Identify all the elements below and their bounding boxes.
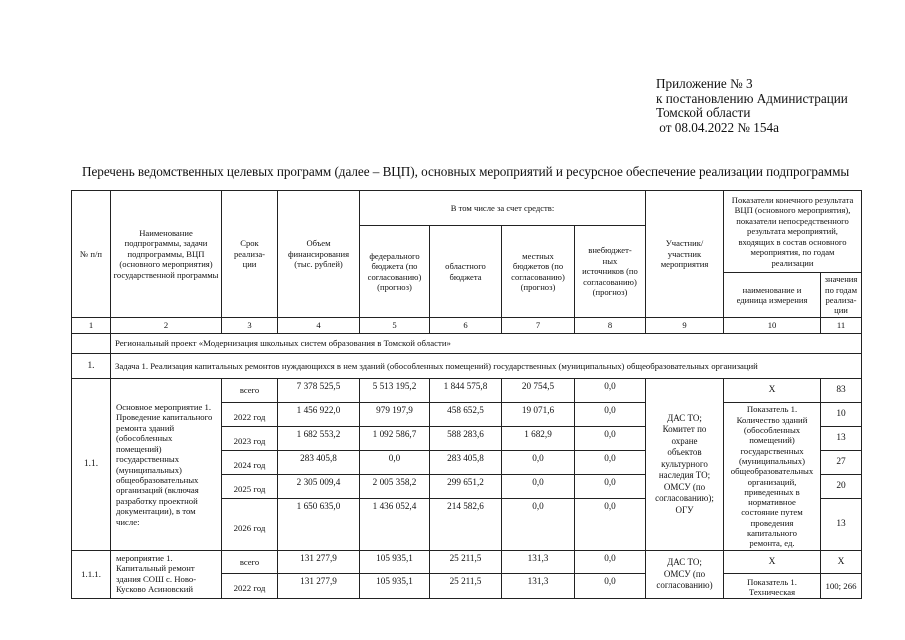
- measure-participant: ДАС ТО; Комитет по охране объектов культурного наследия ТО; ОМСУ (по согласованию); ОГУ: [646, 379, 724, 551]
- measure-volume: 1 650 635,0: [278, 499, 360, 551]
- event-indicator: Показатель 1. Техническая: [724, 574, 821, 599]
- appendix-line-1: Приложение № 3: [656, 76, 753, 91]
- measure-local: 1 682,9: [502, 427, 575, 451]
- event-local: 131,3: [502, 551, 575, 574]
- event-federal: 105 935,1: [360, 574, 430, 599]
- document-title: Перечень ведомственных целевых программ (далее – ВЦП), основных мероприятий и ресурсное обеспечение реализации подпрограммы: [82, 164, 850, 179]
- col-number: 4: [278, 318, 360, 334]
- col-number: 2: [111, 318, 222, 334]
- programs-table: [71, 190, 862, 599]
- header-no: № п/п: [72, 191, 111, 318]
- header-local: местных бюджетов (по согласованию) (прогноз): [502, 226, 575, 318]
- measure-indicator-total: Х: [724, 379, 821, 403]
- event-participant: ДАС ТО; ОМСУ (по согласованию): [646, 551, 724, 599]
- header-ind-values: значения по годам реализа-ции: [821, 273, 862, 318]
- event-volume: 131 277,9: [278, 574, 360, 599]
- col-number: 1: [72, 318, 111, 334]
- measure-offbudget: 0,0: [575, 499, 646, 551]
- event-name: мероприятие 1. Капитальный ремонт здания СОШ с. Ново-Кусково Асиновский: [111, 551, 222, 599]
- event-regional: 25 211,5: [430, 574, 502, 599]
- measure-value: 13: [821, 499, 862, 551]
- event-offbudget: 0,0: [575, 574, 646, 599]
- measure-federal: 2 005 358,2: [360, 475, 430, 499]
- header-incl: В том числе за счет средств:: [360, 191, 646, 226]
- measure-volume: 1 682 553,2: [278, 427, 360, 451]
- measure-federal: 979 197,9: [360, 403, 430, 427]
- event-local: 131,3: [502, 574, 575, 599]
- measure-offbudget: 0,0: [575, 403, 646, 427]
- measure-volume: 283 405,8: [278, 451, 360, 475]
- measure-federal: 1 092 586,7: [360, 427, 430, 451]
- col-number: 9: [646, 318, 724, 334]
- measure-term: 2025 год: [222, 475, 278, 499]
- measure-value: 27: [821, 451, 862, 475]
- measure-value: 20: [821, 475, 862, 499]
- header-regional: областного бюджета: [430, 226, 502, 318]
- event-federal: 105 935,1: [360, 551, 430, 574]
- header-name: Наименование подпрограммы, задачи подпрограммы, ВЦП (основного мероприятия) государственной программы: [111, 191, 222, 318]
- col-number: 6: [430, 318, 502, 334]
- measure-name: Основное мероприятие 1. Проведение капитального ремонта зданий (обособленных помещений) государственных (муниципальных) общеобразовательных организаций (включая разработку проектной документации), в том числе:: [111, 379, 222, 551]
- measure-volume: 7 378 525,5: [278, 379, 360, 403]
- measure-local: 0,0: [502, 499, 575, 551]
- appendix-line-3: Томской области: [656, 105, 751, 120]
- event-term: всего: [222, 551, 278, 574]
- measure-offbudget: 0,0: [575, 475, 646, 499]
- event-regional: 25 211,5: [430, 551, 502, 574]
- measure-local: 20 754,5: [502, 379, 575, 403]
- event-no: 1.1.1.: [72, 551, 111, 599]
- measure-value: 13: [821, 427, 862, 451]
- col-number: 11: [821, 318, 862, 334]
- measure-offbudget: 0,0: [575, 379, 646, 403]
- measure-federal: 0,0: [360, 451, 430, 475]
- header-volume: Объем финансирования (тыс. рублей): [278, 191, 360, 318]
- header-offbudget: внебюджет-ных источников (по согласованию) (прогноз): [575, 226, 646, 318]
- measure-no: 1.1.: [72, 379, 111, 551]
- measure-term: 2022 год: [222, 403, 278, 427]
- measure-federal: 1 436 052,4: [360, 499, 430, 551]
- measure-regional: 299 651,2: [430, 475, 502, 499]
- col-number: 3: [222, 318, 278, 334]
- col-number: 5: [360, 318, 430, 334]
- header-participant: Участник/ участник мероприятия: [646, 191, 724, 318]
- measure-regional: 1 844 575,8: [430, 379, 502, 403]
- measure-term: 2024 год: [222, 451, 278, 475]
- event-value: 100; 266: [821, 574, 862, 599]
- task-no: 1.: [72, 354, 111, 379]
- measure-term: 2023 год: [222, 427, 278, 451]
- appendix-line-2: к постановлению Администрации: [656, 90, 848, 106]
- measure-federal: 5 513 195,2: [360, 379, 430, 403]
- measure-indicator: Показатель 1. Количество зданий (обособленных помещений) государственных (муниципальных) общеобразовательных организаций, приведенных в нормативное состояние путем проведения капитального ремонта, ед.: [724, 403, 821, 551]
- project-row-no: [72, 334, 111, 354]
- task-text: Задача 1. Реализация капитальных ремонтов нуждающихся в нем зданий (обособленных помещений) государственных (муниципальных) общеобразовательных организаций: [111, 354, 862, 379]
- project-row-text: Региональный проект «Модернизация школьных систем образования в Томской области»: [111, 334, 862, 354]
- event-value-total: Х: [821, 551, 862, 574]
- measure-value: 83: [821, 379, 862, 403]
- measure-term: всего: [222, 379, 278, 403]
- measure-regional: 588 283,6: [430, 427, 502, 451]
- measure-regional: 283 405,8: [430, 451, 502, 475]
- header-ind-name: наименование и единица измерения: [724, 273, 821, 318]
- event-volume: 131 277,9: [278, 551, 360, 574]
- col-number: 10: [724, 318, 821, 334]
- header-indicators: Показатели конечного результата ВЦП (основного мероприятия), показатели непосредственного результата мероприятий, входящих в состав основного мероприятия, по годам реализации: [724, 191, 862, 273]
- event-offbudget: 0,0: [575, 551, 646, 574]
- measure-local: 19 071,6: [502, 403, 575, 427]
- measure-local: 0,0: [502, 475, 575, 499]
- measure-regional: 214 582,6: [430, 499, 502, 551]
- measure-offbudget: 0,0: [575, 427, 646, 451]
- measure-value: 10: [821, 403, 862, 427]
- measure-local: 0,0: [502, 451, 575, 475]
- col-number: 8: [575, 318, 646, 334]
- measure-volume: 1 456 922,0: [278, 403, 360, 427]
- header-federal: федерального бюджета (по согласованию) (прогноз): [360, 226, 430, 318]
- appendix-line-4: от 08.04.2022 № 154а: [656, 119, 779, 135]
- measure-volume: 2 305 009,4: [278, 475, 360, 499]
- event-term: 2022 год: [222, 574, 278, 599]
- measure-offbudget: 0,0: [575, 451, 646, 475]
- measure-regional: 458 652,5: [430, 403, 502, 427]
- header-term: Срок реализа-ции: [222, 191, 278, 318]
- event-indicator-total: Х: [724, 551, 821, 574]
- measure-term: 2026 год: [222, 499, 278, 551]
- col-number: 7: [502, 318, 575, 334]
- appendix-block: [656, 77, 848, 135]
